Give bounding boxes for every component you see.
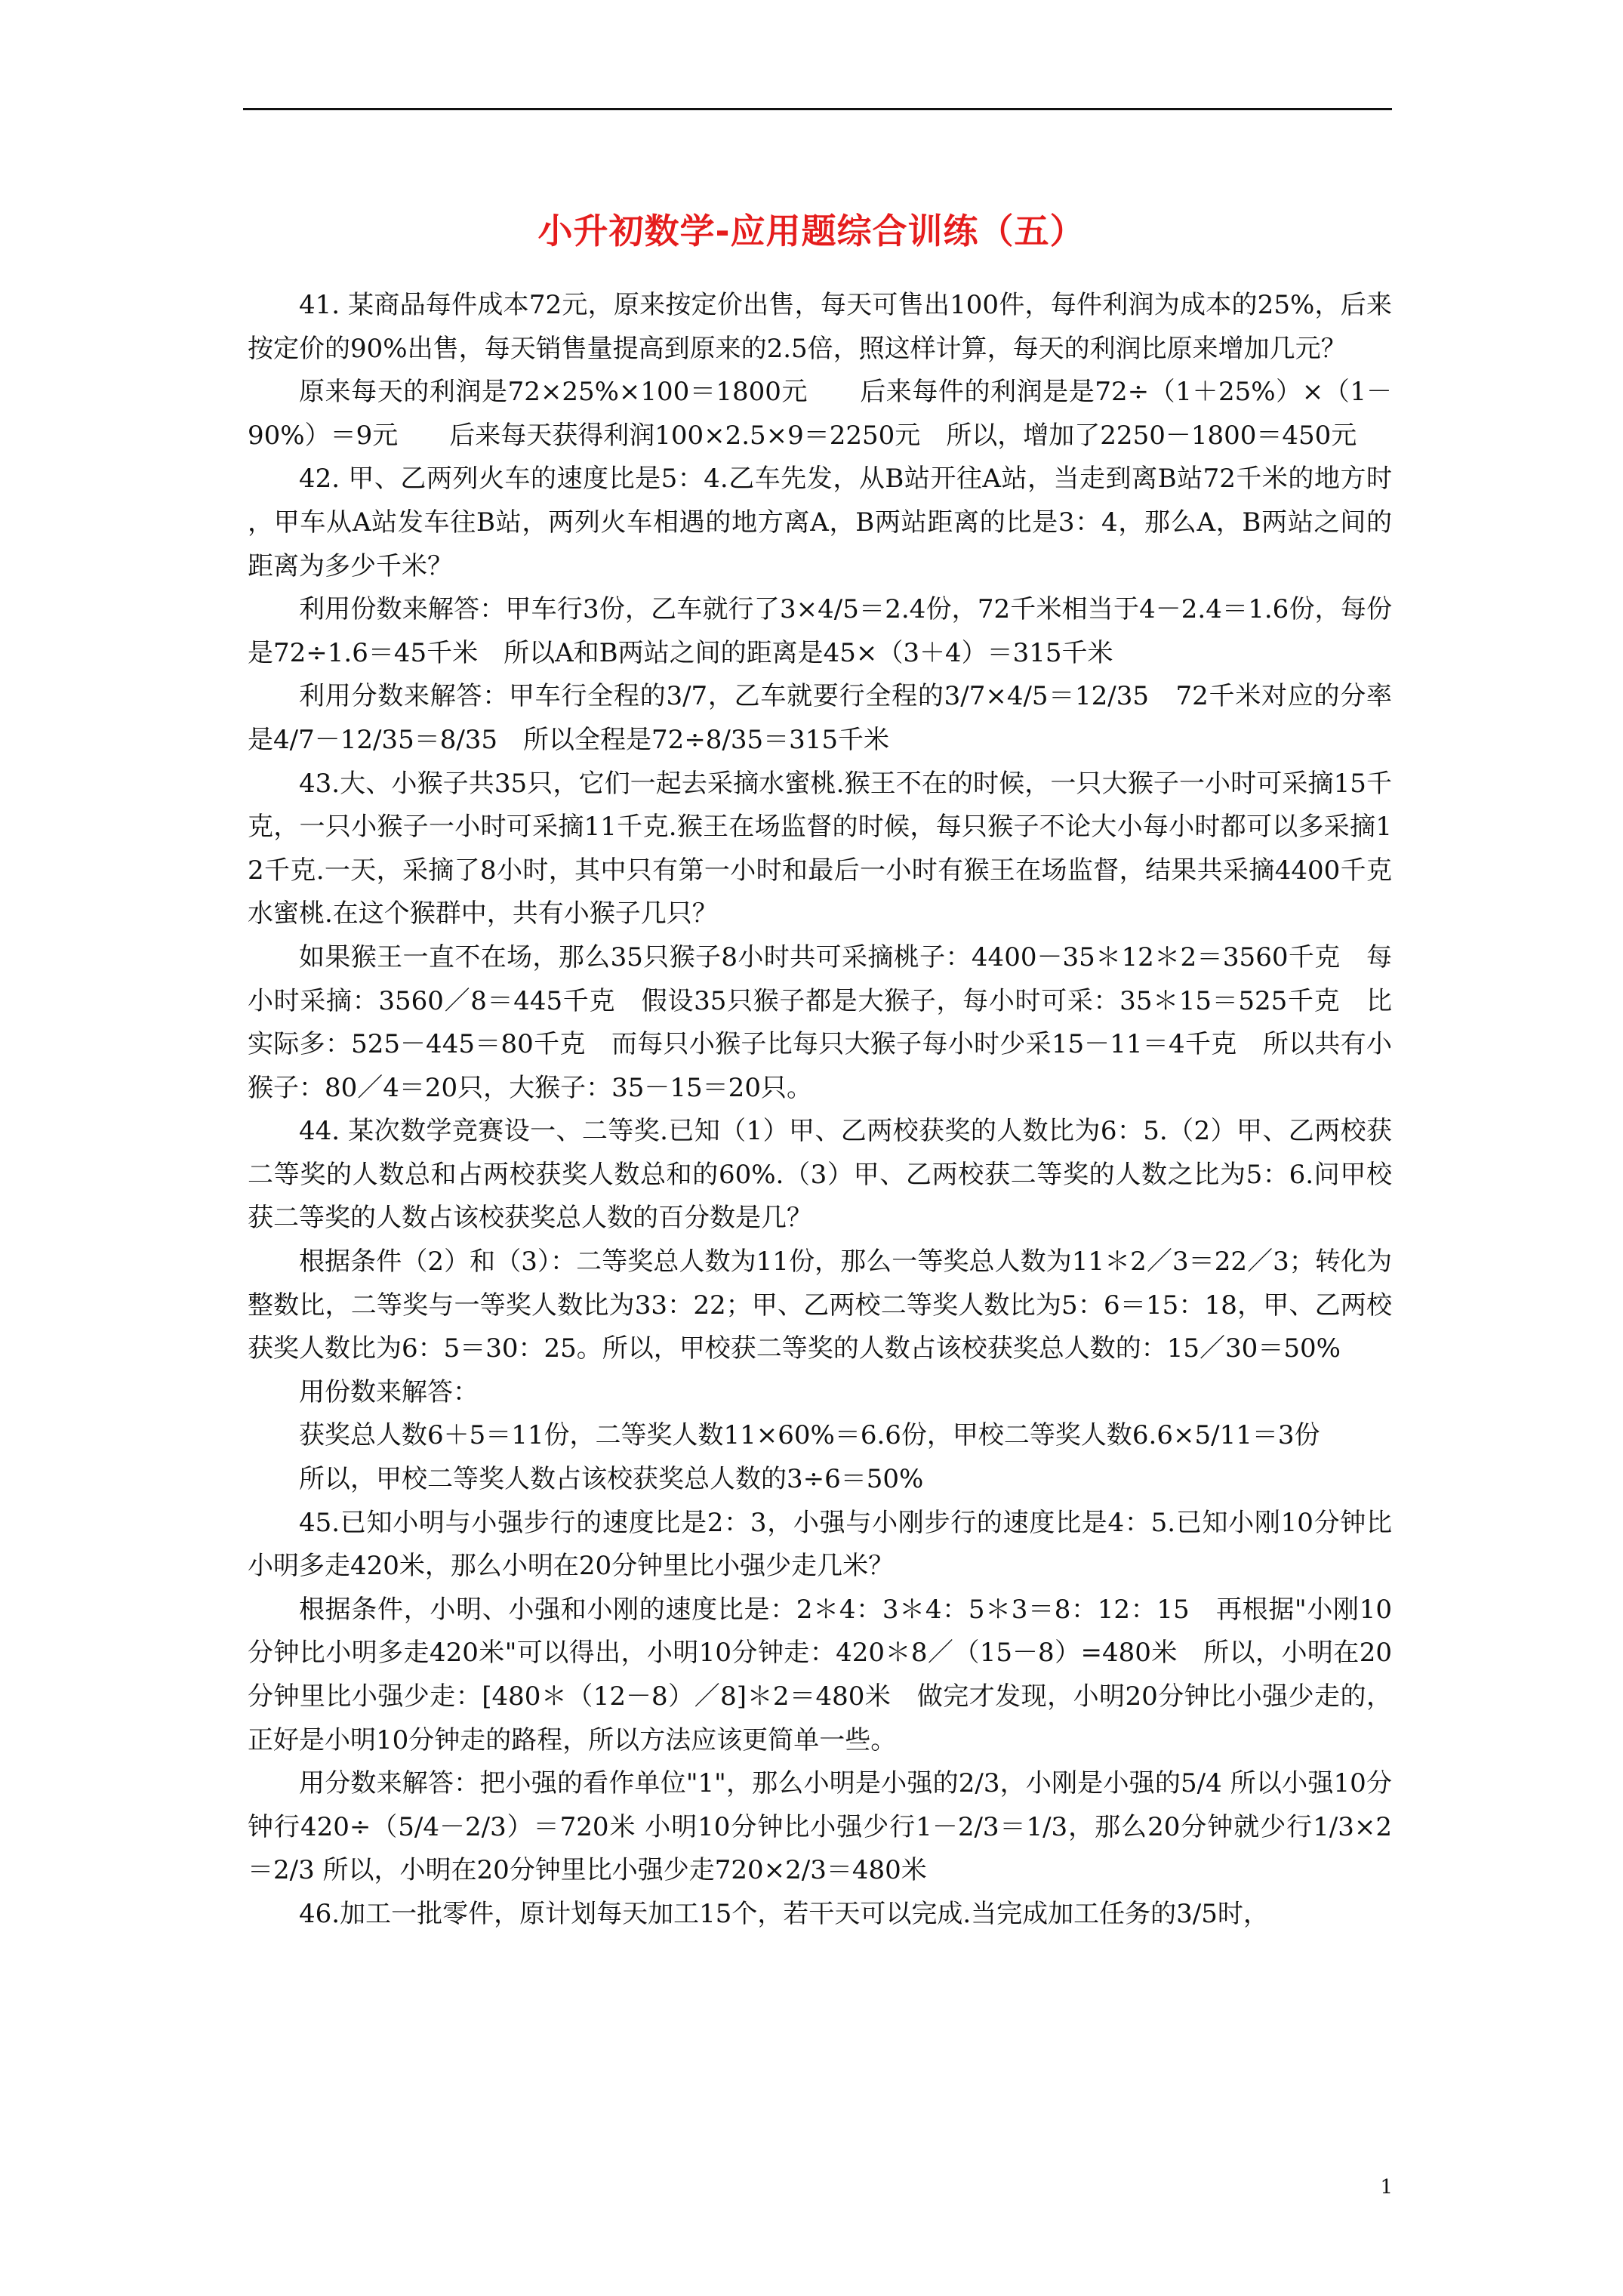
paragraph: 41. 某商品每件成本72元，原来按定价出售，每天可售出100件，每件利润为成本的25%，后来按定价的90%出售，每天销售量提高到原来的2.5倍，照这样计算，每天的利润比原来增加几元？ [248,290,1392,364]
paragraph: 45.已知小明与小强步行的速度比是2：3，小强与小刚步行的速度比是4：5.已知小刚10分钟比小明多走420米，那么小明在20分钟里比小强少走几米？ [248,1507,1392,1582]
paragraph: 根据条件（2）和（3）：二等奖总人数为11份，那么一等奖总人数为11＊2／3＝22／3；转化为整数比，二等奖与一等奖人数比为33：22；甲、乙两校二等奖人数比为5：6＝15：18，甲、乙两校获奖人数比为6：5＝30：25。所以，甲校获二等奖的人数占该校获奖总人数的：15／30＝50% [248,1247,1392,1364]
paragraph: 用份数来解答： [299,1376,479,1407]
paragraph: 根据条件，小明、小强和小刚的速度比是：2＊4：3＊4：5＊3＝8：12：15 再根据"小刚10分钟比小明多走420米"可以得出，小明10分钟走：420＊8／（15－8）=480米 所以，小明在20分钟里比小强少走：[480＊（12－8）／8]＊2＝480米 做完才发现，小明20分钟比小强少走的，正好是小明10分钟走的路程，所以方法应该更简单一些。 [248,1594,1392,1755]
paragraph: 用分数来解答：把小强的看作单位"1"，那么小明是小强的2/3，小刚是小强的5/4 所以小强10分钟行420÷（5/4－2/3）＝720米 小明10分钟比小强少行1－2/3＝1/3，那么20分钟就少行1/3×2＝2/3 所以，小明在20分钟里比小强少走720×2/3＝480米 [248,1768,1392,1886]
page-number: 1 [1380,2176,1393,2199]
paragraph: 所以，甲校二等奖人数占该校获奖总人数的3÷6＝50% [299,1464,924,1495]
paragraph: 42. 甲、乙两列火车的速度比是5：4.乙车先发，从B站开往A站，当走到离B站72千米的地方时，甲车从A站发车往B站，两列火车相遇的地方离A，B两站距离的比是3：4，那么A，B两站之间的距离为多少千米？ [248,464,1392,581]
paragraph: 43.大、小猴子共35只，它们一起去采摘水蜜桃.猴王不在的时候，一只大猴子一小时可采摘15千克，一只小猴子一小时可采摘11千克.猴王在场监督的时候，每只猴子不论大小每小时都可以多采摘12千克.一天，采摘了8小时，其中只有第一小时和最后一小时有猴王在场监督，结果共采摘4400千克水蜜桃.在这个猴群中，共有小猴子几只？ [248,768,1392,929]
paragraph: 如果猴王一直不在场，那么35只猴子8小时共可采摘桃子：4400－35＊12＊2＝3560千克 每小时采摘：3560／8＝445千克 假设35只猴子都是大猴子，每小时可采：35＊15＝525千克 比实际多：525－445＝80千克 而每只小猴子比每只大猴子每小时少采15－11＝4千克 所以共有小猴子：80／4＝20只，大猴子：35－15＝20只。 [248,942,1392,1103]
document-title: 小升初数学-应用题综合训练（五） [537,211,1086,251]
paragraph: 获奖总人数6＋5＝11份，二等奖人数11×60%＝6.6份，甲校二等奖人数6.6×5/11＝3份 [299,1420,1320,1451]
paragraph: 44. 某次数学竞赛设一、二等奖.已知（1）甲、乙两校获奖的人数比为6：5.（2）甲、乙两校获二等奖的人数总和占两校获奖人数总和的60%.（3）甲、乙两校获二等奖的人数之比为5：6.问甲校获二等奖的人数占该校获奖总人数的百分数是几？ [248,1116,1392,1234]
paragraph: 利用分数来解答：甲车行全程的3/7，乙车就要行全程的3/7×4/5＝12/35 72千米对应的分率是4/7－12/35＝8/35 所以全程是72÷8/35＝315千米 [248,681,1392,755]
document-body [248,284,1392,1937]
paragraph: 46.加工一批零件，原计划每天加工15个，若干天可以完成.当完成加工任务的3/5时， [299,1898,1269,1929]
paragraph: 利用份数来解答：甲车行3份，乙车就行了3×4/5＝2.4份，72千米相当于4－2.4＝1.6份，每份是72÷1.6＝45千米 所以A和B两站之间的距离是45×（3＋4）＝315千米 [248,594,1392,668]
header-rule [243,108,1392,110]
paragraph: 原来每天的利润是72×25%×100＝1800元 后来每件的利润是是72÷（1＋25%）×（1－90%）＝9元 后来每天获得利润100×2.5×9＝2250元 所以，增加了2250－1800＝450元 [248,377,1392,451]
